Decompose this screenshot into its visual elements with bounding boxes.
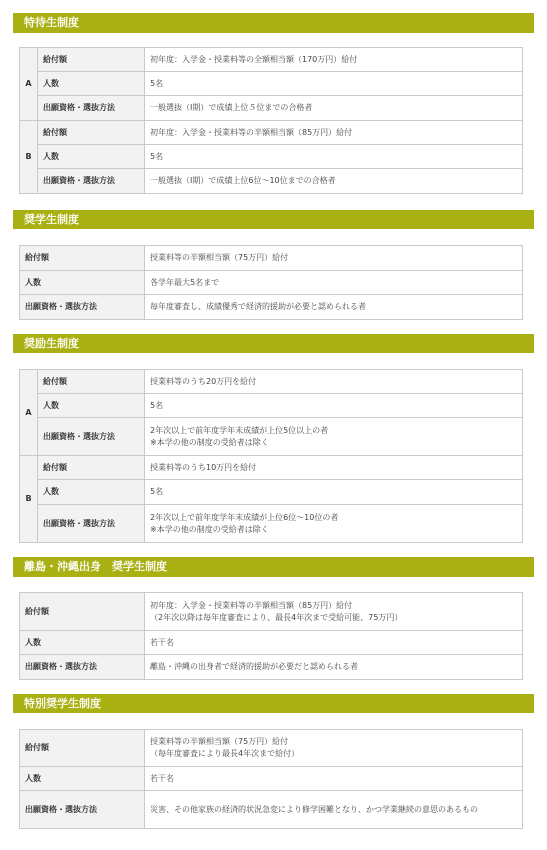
row-value: 5名 [145, 145, 523, 169]
row-label: 出願資格・選抜方法 [20, 791, 145, 829]
table-row [20, 72, 523, 96]
row-label: 出願資格・選抜方法 [38, 418, 145, 456]
table-row [20, 730, 523, 767]
table-row [20, 593, 523, 631]
row-value [145, 505, 523, 543]
row-value: 毎年度審査し、成績優秀で経済的援助が必要と認められる者 [145, 295, 523, 320]
row-value: 5名 [145, 72, 523, 96]
row-label: 出願資格・選抜方法 [38, 505, 145, 543]
row-value: 授業料等のうち10万円を給付 [145, 456, 523, 480]
table-row [20, 418, 523, 456]
section-title: 奨学生制度 [24, 213, 79, 226]
row-value: 離島・沖縄の出身者で経済的援助が必要だと認められる者 [145, 655, 523, 680]
table-row [20, 121, 523, 145]
row-label: 給付額 [20, 593, 145, 631]
table-row [20, 767, 523, 791]
table-row [20, 456, 523, 480]
table-row [20, 145, 523, 169]
row-value [145, 730, 523, 767]
table-row [20, 169, 523, 194]
row-label: 給付額 [20, 730, 145, 767]
value-line: 授業料等の半額相当額（75万円）給付 [150, 737, 289, 746]
section-title: 特別奨学生制度 [24, 697, 101, 710]
row-value: 各学年最大5名まで [145, 271, 523, 295]
row-value: 若干名 [145, 767, 523, 791]
row-value: 初年度：入学金・授業料等の半額相当額（85万円）給付 [145, 121, 523, 145]
row-label: 人数 [38, 72, 145, 96]
row-value: 授業料等のうち20万円を給付 [145, 370, 523, 394]
row-label: 人数 [20, 767, 145, 791]
tokutaisei-table [19, 47, 523, 194]
row-label: 出願資格・選抜方法 [20, 295, 145, 320]
row-value: 一般選抜（Ⅰ期）で成績上位５位までの合格者 [145, 96, 523, 121]
row-label: 人数 [38, 394, 145, 418]
table-row [20, 96, 523, 121]
section-title: 特待生制度 [24, 16, 79, 29]
section-heading-tokubetsu [13, 694, 534, 713]
section-title: 離島・沖縄出身 奨学生制度 [24, 560, 167, 573]
tokubetsu-table [19, 729, 523, 829]
row-label: 人数 [38, 145, 145, 169]
group-key-b: B [20, 456, 38, 543]
section-title: 奨励生制度 [24, 337, 79, 350]
value-line: 2年次以上で前年度学年末成績が上位6位～10位の者 [150, 512, 339, 522]
row-label: 給付額 [20, 246, 145, 271]
section-heading-shoreisei [13, 334, 534, 353]
row-label: 給付額 [38, 370, 145, 394]
value-note: ※本学の他の制度の受給者は除く [150, 524, 269, 534]
section-heading-ritou-okinawa [13, 557, 534, 577]
value-line: 2年次以上で前年度学年末成績が上位5位以上の者 [150, 425, 329, 435]
value-note: ※本学の他の制度の受給者は除く [150, 437, 269, 447]
row-label: 人数 [38, 480, 145, 505]
table-row [20, 480, 523, 505]
table-row [20, 505, 523, 543]
row-value: 初年度：入学金・授業料等の全額相当額（170万円）給付 [145, 48, 523, 72]
row-label: 給付額 [38, 121, 145, 145]
table-row [20, 791, 523, 829]
group-key-a: A [20, 48, 38, 121]
row-label: 出願資格・選抜方法 [38, 96, 145, 121]
section-heading-tokutaisei [13, 13, 534, 33]
table-row [20, 48, 523, 72]
row-value: 若干名 [145, 631, 523, 655]
table-row [20, 295, 523, 320]
row-value [145, 593, 523, 631]
table-row [20, 631, 523, 655]
row-value: 5名 [145, 480, 523, 505]
row-value: 授業料等の半額相当額（75万円）給付 [145, 246, 523, 271]
value-note: （毎年度審査により最長4年次まで給付） [150, 749, 300, 758]
table-row [20, 271, 523, 295]
section-heading-shogakusei [13, 210, 534, 229]
row-value: 一般選抜（Ⅰ期）で成績上位6位～10位までの合格者 [145, 169, 523, 194]
row-label: 給付額 [38, 456, 145, 480]
row-label: 人数 [20, 631, 145, 655]
table-row [20, 246, 523, 271]
value-note: （2年次以降は毎年度審査により、最長4年次まで受給可能、75万円） [150, 612, 403, 622]
table-row [20, 370, 523, 394]
group-key-b: B [20, 121, 38, 194]
row-label: 給付額 [38, 48, 145, 72]
table-row [20, 655, 523, 680]
group-key-a: A [20, 370, 38, 456]
shoreisei-table [19, 369, 523, 543]
row-value [145, 418, 523, 456]
row-value: 5名 [145, 394, 523, 418]
row-label: 人数 [20, 271, 145, 295]
value-line: 初年度：入学金・授業料等の半額相当額（85万円）給付 [150, 600, 353, 610]
row-label: 出願資格・選抜方法 [38, 169, 145, 194]
table-row [20, 394, 523, 418]
shogakusei-table [19, 245, 523, 320]
ritou-okinawa-table [19, 592, 523, 680]
row-value: 災害、その他家族の経済的状況急変により修学困難となり、かつ学業継続の意思のあるもの [145, 791, 523, 829]
row-label: 出願資格・選抜方法 [20, 655, 145, 680]
